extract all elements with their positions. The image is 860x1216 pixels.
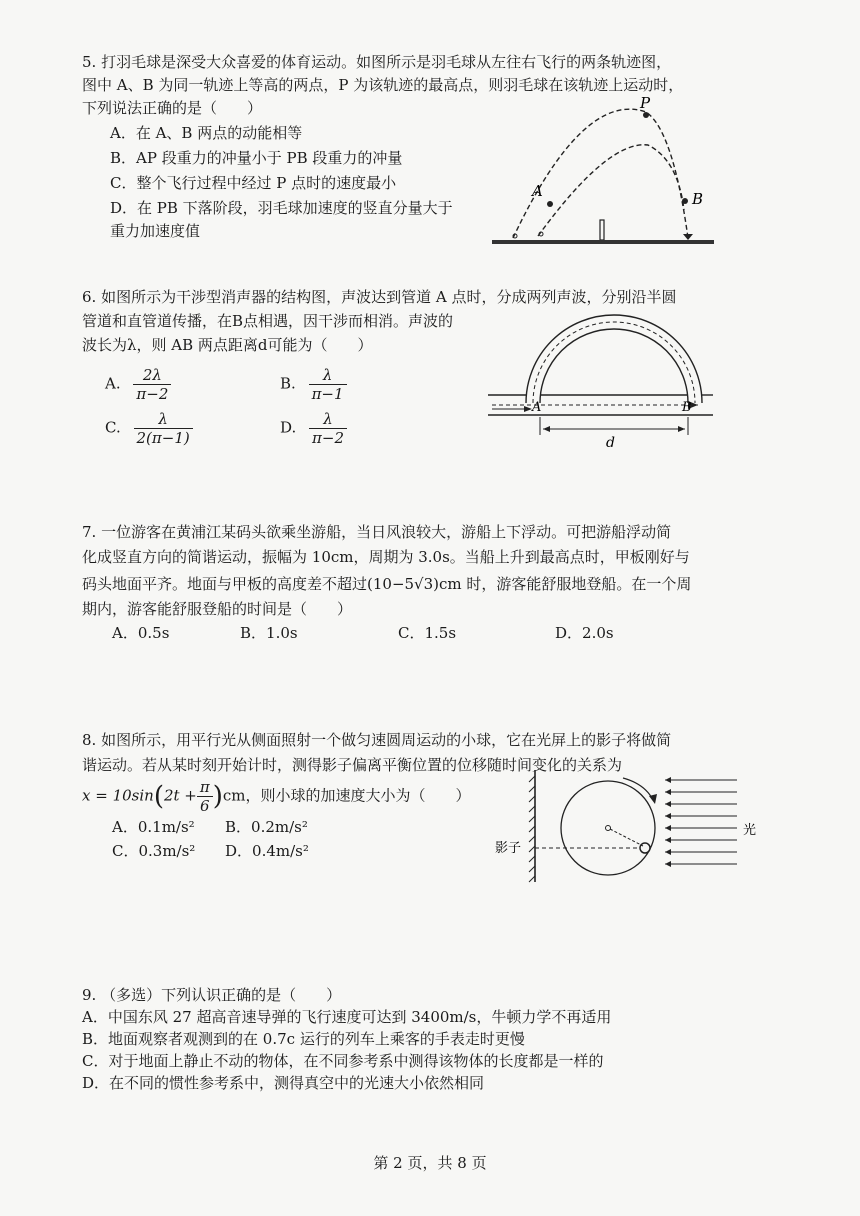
label-a: A <box>532 182 543 200</box>
q7-stem-line-4: 期内，游客能舒服登船的时间是（ ） <box>82 600 353 618</box>
q6-option-b[interactable]: B. $\frac{\lambda}{\pi-1}$ <box>280 366 347 403</box>
q6-stem-line-1: 6. 如图所示为干涉型消声器的结构图，声波达到管道 A 点时，分成两列声波，分别沿半圆 <box>82 288 677 306</box>
q7-option-d[interactable]: D．2.0s <box>555 624 614 642</box>
label-p: P <box>640 94 651 112</box>
q9-option-c[interactable]: C．对于地面上静止不动的物体，在不同参考系中测得该物体的长度都是一样的 <box>82 1052 604 1070</box>
q7-option-c[interactable]: C．1.5s <box>398 624 457 642</box>
label-light: 光 <box>743 823 757 838</box>
q7-option-a[interactable]: A．0.5s <box>112 624 170 642</box>
ball <box>640 843 650 853</box>
point-p <box>643 112 649 118</box>
label-a: A <box>532 400 542 415</box>
ground <box>492 240 714 244</box>
q5-option-c[interactable]: C．整个飞行过程中经过 P 点时的速度最小 <box>110 174 397 192</box>
page-footer: 第 2 页，共 8 页 <box>373 1154 487 1172</box>
q5-stem-line-2: 图中 A、B 为同一轨迹上等高的两点，P 为该轨迹的最高点，则羽毛球在该轨迹上运动时， <box>82 76 684 94</box>
q6-option-a[interactable]: A. $\frac{2\lambda}{\pi-2}$ <box>105 366 171 403</box>
q9-option-b[interactable]: B．地面观察者观测到的在 0.7c 运行的列车上乘客的手表走时更慢 <box>82 1030 525 1048</box>
label-b: B <box>682 400 692 415</box>
q9-option-d[interactable]: D．在不同的惯性参考系中，测得真空中的光速大小依然相同 <box>82 1074 485 1092</box>
q5-option-b[interactable]: B．AP 段重力的冲量小于 PB 段重力的冲量 <box>110 149 403 167</box>
q5-option-d[interactable]: D．在 PB 下落阶段，羽毛球加速度的竖直分量大于 <box>110 199 453 217</box>
point-a <box>547 201 553 207</box>
q8-stem-line-2: 谐运动。若从某时刻开始计时，测得影子偏离平衡位置的位移随时间变化的关系为 <box>82 756 623 774</box>
q5-option-a[interactable]: A．在 A、B 两点的动能相等 <box>110 124 303 142</box>
trajectory-outer <box>513 109 688 238</box>
q8-formula-line: x = 10sin(2t + $\frac{\pi}{6}$ )cm，则小球的加速度大小为（ ） <box>82 778 471 815</box>
circular-path <box>561 781 655 875</box>
q7-stem-line-3: 码头地面平齐。地面与甲板的高度差不超过(10−5√3)cm 时，游客能舒服地登船。在一个周 <box>82 575 692 593</box>
q6-option-c[interactable]: C. $\frac{\lambda}{2(\pi-1)}$ <box>105 410 193 447</box>
q6-stem-line-2: 管道和直管道传播，在B点相遇，因干涉而相消。声波的 <box>82 312 454 330</box>
q7-option-b[interactable]: B．1.0s <box>240 624 298 642</box>
q7-stem-line-1: 7. 一位游客在黄浦江某码头欲乘坐游船，当日风浪较大，游船上下浮动。可把游船浮动简 <box>82 523 672 541</box>
q6-option-d[interactable]: D. $\frac{\lambda}{\pi-2}$ <box>280 410 347 447</box>
net-post <box>600 220 604 240</box>
q9-stem: 9. （多选）下列认识正确的是（ ） <box>82 986 342 1004</box>
silencer-structure-figure <box>488 315 713 450</box>
q5-option-d-cont: 重力加速度值 <box>110 222 201 240</box>
q8-option-a[interactable]: A．0.1m/s² <box>112 818 195 836</box>
q8-option-d[interactable]: D．0.4m/s² <box>225 842 309 860</box>
label-d: d <box>606 435 615 451</box>
badminton-trajectory-figure <box>488 94 718 250</box>
q7-stem-line-2: 化成竖直方向的简谐运动，振幅为 10cm，周期为 3.0s。当船上升到最高点时，甲板刚好与 <box>82 548 690 566</box>
label-b: B <box>692 190 704 208</box>
q8-option-c[interactable]: C．0.3m/s² <box>112 842 196 860</box>
label-shadow: 影子 <box>495 841 522 856</box>
q8-stem-line-1: 8. 如图所示，用平行光从侧面照射一个做匀速圆周运动的小球，它在光屏上的影子将做简 <box>82 731 672 749</box>
q5-stem-line-3: 下列说法正确的是（ ） <box>82 99 263 117</box>
circular-motion-figure <box>495 770 765 885</box>
q5-stem-line-1: 5. 打羽毛球是深受大众喜爱的体育运动。如图所示是羽毛球从左往右飞行的两条轨迹图， <box>82 53 672 71</box>
q9-option-a[interactable]: A．中国东风 27 超高音速导弹的飞行速度可达到 3400m/s，牛顿力学不再适用 <box>82 1008 612 1026</box>
q6-stem-line-3: 波长为λ，则 AB 两点距离d可能为（ ） <box>82 336 373 354</box>
q8-option-b[interactable]: B．0.2m/s² <box>225 818 308 836</box>
trajectory-inner <box>538 145 684 236</box>
point-b <box>682 198 688 204</box>
